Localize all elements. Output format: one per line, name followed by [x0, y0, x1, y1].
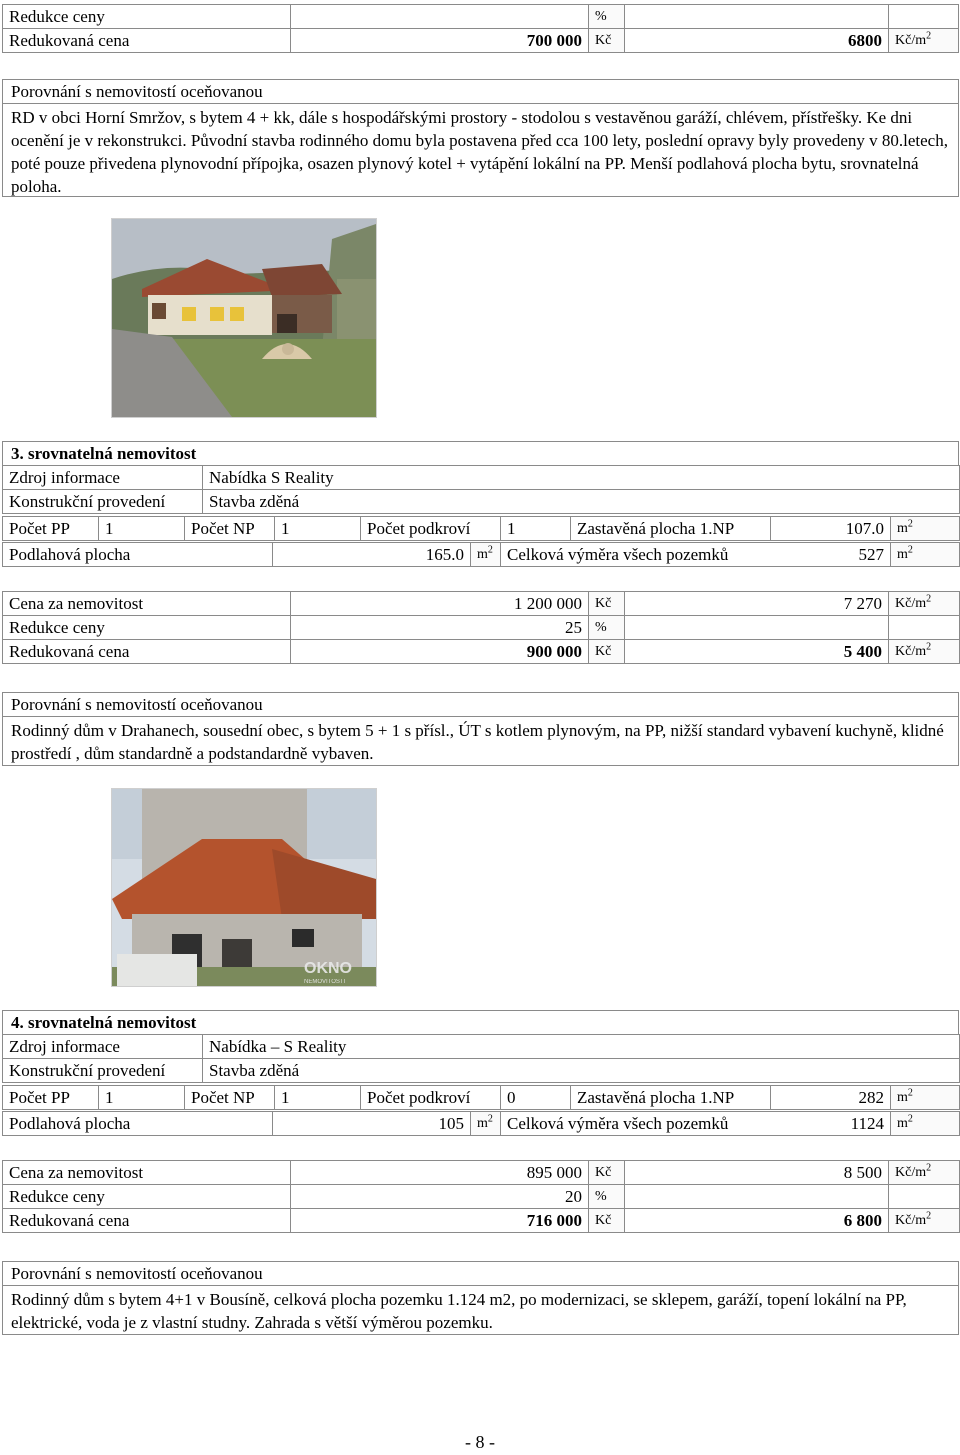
reduced-unit: Kč [589, 640, 625, 664]
attic-value: 1 [501, 517, 571, 541]
floor-area-value: 165.0 [273, 543, 471, 567]
price-row [3, 1161, 960, 1185]
area-row [3, 1112, 960, 1136]
empty-cell [625, 616, 889, 640]
land-label: Celková výměra všech pozemků [507, 545, 729, 564]
reduction-label: Redukce ceny [3, 1185, 291, 1209]
built-area-unit: $m^2$ [891, 517, 960, 541]
attic-label: Počet podkroví [361, 517, 501, 541]
construction-label: Konstrukční provedení [3, 1059, 203, 1083]
pp-value: 1 [99, 1086, 185, 1110]
construction-row [3, 490, 960, 514]
built-area-unit: $m^2$ [891, 1086, 960, 1110]
price-per-m2: 7 270 [625, 592, 889, 616]
construction-row [3, 1059, 960, 1083]
source-label: Zdroj informace [3, 466, 203, 490]
source-label: Zdroj informace [3, 1035, 203, 1059]
house-photo-image [112, 219, 376, 417]
price-per-m2-unit: $Kč/m^2$ [889, 592, 960, 616]
construction-value: Stavba zděná [203, 490, 960, 514]
reduction-label: Redukce ceny [3, 5, 291, 29]
top-reduced-row [3, 29, 959, 53]
built-area-value: 282 [771, 1086, 891, 1110]
property-4-title: 4. srovnatelná nemovitost [2, 1010, 959, 1035]
land-unit: $m^2$ [891, 1112, 960, 1136]
top-price-table [2, 4, 959, 53]
agency-watermark [304, 960, 352, 985]
np-label: Počet NP [185, 517, 275, 541]
floor-area-unit: $m^2$ [471, 543, 501, 567]
source-row [3, 1035, 960, 1059]
comparison-box-3 [2, 692, 959, 766]
property-3-photo [111, 788, 377, 987]
reduced-per-m2: 5 400 [625, 640, 889, 664]
reduction-value: 25 [291, 616, 589, 640]
reduction-label: Redukce ceny [3, 616, 291, 640]
construction-label: Konstrukční provedení [3, 490, 203, 514]
counts-row [3, 517, 960, 541]
empty-cell [889, 616, 960, 640]
property-3-area-table [2, 542, 960, 567]
source-value: Nabídka S Reality [203, 466, 960, 490]
price-per-m2-unit: $Kč/m^2$ [889, 1161, 960, 1185]
reduced-per-m2-unit: $Kč/m^2$ [889, 1209, 960, 1233]
price-label: Cena za nemovitost [3, 592, 291, 616]
land-label: Celková výměra všech pozemků [507, 1114, 729, 1133]
price-row [3, 592, 960, 616]
comparison-heading: Porovnání s nemovitostí oceňovanou [3, 80, 958, 104]
reduced-value: 900 000 [291, 640, 589, 664]
svg-text:NEMOVITOSTI: NEMOVITOSTI [304, 979, 346, 985]
house-photo-image [112, 789, 376, 986]
pp-label: Počet PP [3, 1086, 99, 1110]
reduction-value: 20 [291, 1185, 589, 1209]
reduction-unit: % [589, 5, 625, 29]
reduction-unit: % [589, 1185, 625, 1209]
reduced-label: Redukovaná cena [3, 29, 291, 53]
source-value: Nabídka – S Reality [203, 1035, 960, 1059]
property-4-info-table [2, 1034, 960, 1083]
empty-cell [625, 1185, 889, 1209]
comparison-text: Rodinný dům s bytem 4+1 v Bousíně, celková plocha pozemku 1.124 m2, po modernizaci, se sklepem, garáží, topení lokální na PP, elektrické, voda je z vlastní studny. Zahrada s větší výměrou pozemku. [11, 1290, 907, 1332]
built-area-label: Zastavěná plocha 1.NP [571, 1086, 771, 1110]
price-value: 895 000 [291, 1161, 589, 1185]
reduced-value: 700 000 [291, 29, 589, 53]
price-per-m2: 8 500 [625, 1161, 889, 1185]
reduced-value: 716 000 [291, 1209, 589, 1233]
pp-value: 1 [99, 517, 185, 541]
counts-row [3, 1086, 960, 1110]
top-reduction-row [3, 5, 959, 29]
reduced-label: Redukovaná cena [3, 640, 291, 664]
np-value: 1 [275, 517, 361, 541]
reduction-unit: % [589, 616, 625, 640]
reduction-row [3, 616, 960, 640]
floor-area-value: 105 [273, 1112, 471, 1136]
np-label: Počet NP [185, 1086, 275, 1110]
reduction-row [3, 1185, 960, 1209]
page-number: - 8 - [465, 1432, 495, 1452]
price-label: Cena za nemovitost [3, 1161, 291, 1185]
property-3-info-table [2, 465, 960, 514]
comparison-heading: Porovnání s nemovitostí oceňovanou [3, 693, 958, 717]
price-unit: Kč [589, 1161, 625, 1185]
property-3-price-table [2, 591, 960, 664]
reduced-row [3, 1209, 960, 1233]
reduction-value [291, 5, 589, 29]
land-area-cell [501, 543, 891, 567]
built-area-value: 107.0 [771, 517, 891, 541]
property-2-photo [111, 218, 377, 418]
property-3-title: 3. srovnatelná nemovitost [2, 441, 959, 466]
np-value: 1 [275, 1086, 361, 1110]
land-value: 1124 [850, 1114, 884, 1133]
property-4-counts-table [2, 1085, 960, 1110]
floor-area-unit: $m^2$ [471, 1112, 501, 1136]
land-value: 527 [858, 545, 884, 564]
per-m2-unit: $Kč/m^2$ [889, 29, 959, 53]
source-row [3, 466, 960, 490]
pp-label: Počet PP [3, 517, 99, 541]
comparison-box-4 [2, 1261, 959, 1335]
floor-area-label: Podlahová plocha [3, 543, 273, 567]
attic-label: Počet podkroví [361, 1086, 501, 1110]
land-unit: $m^2$ [891, 543, 960, 567]
property-4-area-table [2, 1111, 960, 1136]
reduced-per-m2-unit: $Kč/m^2$ [889, 640, 960, 664]
comparison-text: RD v obci Horní Smržov, s bytem 4 + kk, dále s hospodářskými prostory - stodolou s vestavěnou garáží, chlévem, přístřešky. Ke dni ocenění je v rekonstrukci. Původní stavba rodinného domu byla postavena před cca 100 lety, poslední opravy byly provedeny v 80.letech, poté pouze přivedena plynovodní přípojka, osazen plynový kotel + vytápění lokální na PP. Menší podlahová plocha bytu, srovnatelná poloha. [11, 108, 948, 196]
floor-area-label: Podlahová plocha [3, 1112, 273, 1136]
empty-cell [889, 1185, 960, 1209]
area-row [3, 543, 960, 567]
property-3-counts-table [2, 516, 960, 541]
reduced-unit: Kč [589, 1209, 625, 1233]
attic-value: 0 [501, 1086, 571, 1110]
reduced-unit: Kč [589, 29, 625, 53]
empty-cell [889, 5, 959, 29]
built-area-label: Zastavěná plocha 1.NP [571, 517, 771, 541]
price-unit: Kč [589, 592, 625, 616]
reduced-row [3, 640, 960, 664]
per-m2-value: 6800 [625, 29, 889, 53]
svg-text:OKNO: OKNO [304, 960, 352, 977]
empty-cell [625, 5, 889, 29]
comparison-heading: Porovnání s nemovitostí oceňovanou [3, 1262, 958, 1286]
price-value: 1 200 000 [291, 592, 589, 616]
construction-value: Stavba zděná [203, 1059, 960, 1083]
reduced-per-m2: 6 800 [625, 1209, 889, 1233]
property-4-price-table [2, 1160, 960, 1233]
comparison-text: Rodinný dům v Drahanech, sousední obec, s bytem 5 + 1 s přísl., ÚT s kotlem plynovým, na PP, nižší standard vybavení kuchyně, klidné prostředí , dům standardně a podstandardně vybaven. [11, 721, 944, 763]
reduced-label: Redukovaná cena [3, 1209, 291, 1233]
comparison-box-2 [2, 79, 959, 197]
land-area-cell [501, 1112, 891, 1136]
